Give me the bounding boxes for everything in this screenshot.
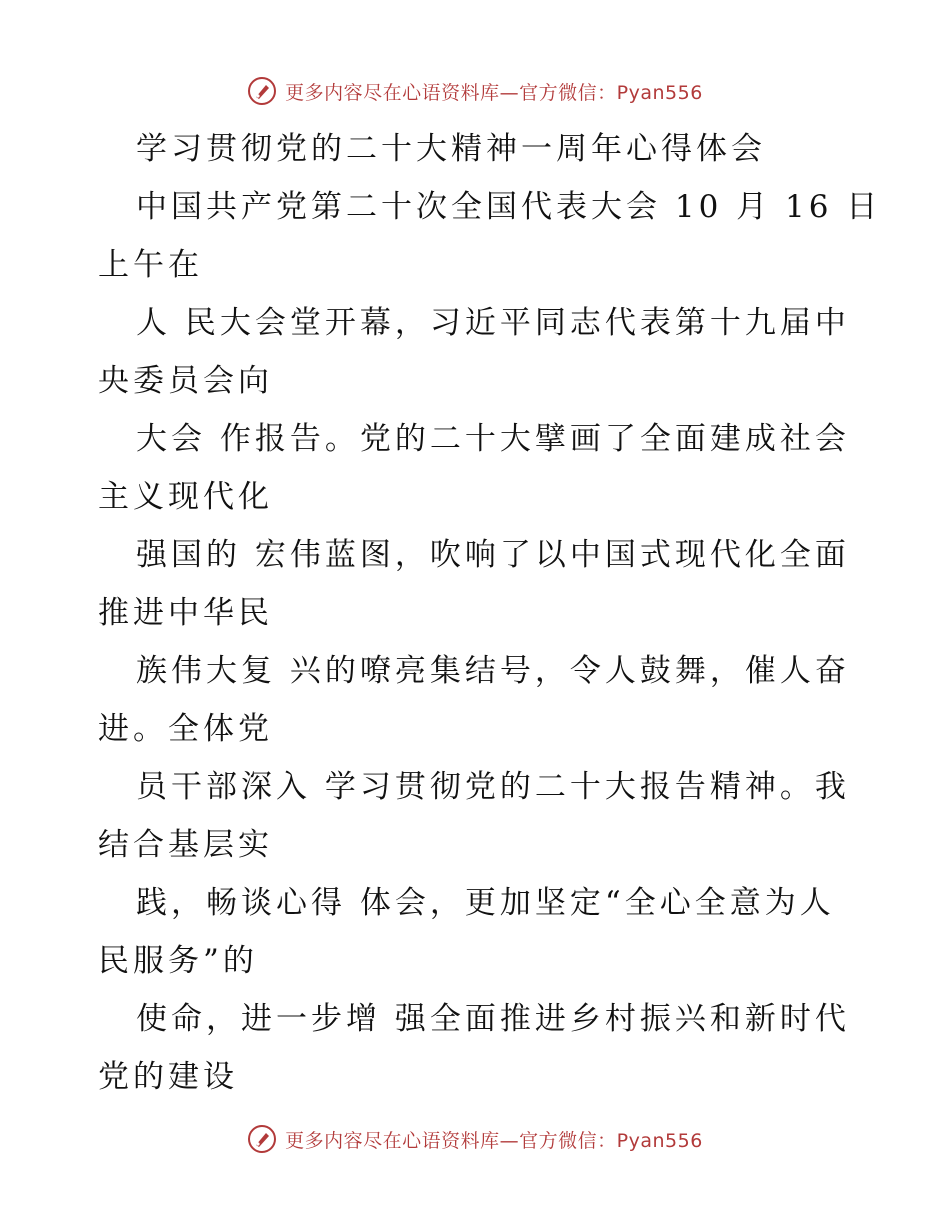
footer-banner xyxy=(0,1122,950,1156)
text-line: 中国共产党第二十次全国代表大会 10 月 16 日 xyxy=(136,189,882,225)
text-line: 主义现代化 xyxy=(98,479,273,515)
text-line: 族伟大复 兴的嘹亮集结号，令人鼓舞，催人奋 xyxy=(136,653,850,689)
document-body xyxy=(98,120,882,1106)
pen-nib-seal-icon xyxy=(247,1124,277,1154)
text-line: 践，畅谈心得 体会，更加坚定“全心全意为人 xyxy=(136,885,835,921)
text-line: 民服务”的 xyxy=(98,943,258,979)
text-line: 使命，进一步增 强全面推进乡村振兴和新时代 xyxy=(136,1001,850,1037)
text-line: 推进中华民 xyxy=(98,595,273,631)
pen-nib-seal-icon xyxy=(247,76,277,106)
text-line: 上午在 xyxy=(98,247,203,283)
text-line: 结合基层实 xyxy=(98,827,273,863)
text-line: 员干部深入 学习贯彻党的二十大报告精神。我 xyxy=(136,769,850,805)
text-line: 进。全体党 xyxy=(98,711,273,747)
text-line: 强国的 宏伟蓝图，吹响了以中国式现代化全面 xyxy=(136,537,850,573)
header-banner xyxy=(0,74,950,108)
text-line: 大会 作报告。党的二十大擘画了全面建成社会 xyxy=(136,421,850,457)
text-line: 人 民大会堂开幕，习近平同志代表第十九届中 xyxy=(136,305,850,341)
text-line: 央委员会向 xyxy=(98,363,273,399)
text-line: 党的建设 xyxy=(98,1059,238,1095)
document-title: 学习贯彻党的二十大精神一周年心得体会 xyxy=(136,131,766,167)
header-banner-text: 更多内容尽在心语资料库—官方微信：Pyan556 xyxy=(285,81,703,104)
footer-banner-text: 更多内容尽在心语资料库—官方微信：Pyan556 xyxy=(285,1129,703,1152)
